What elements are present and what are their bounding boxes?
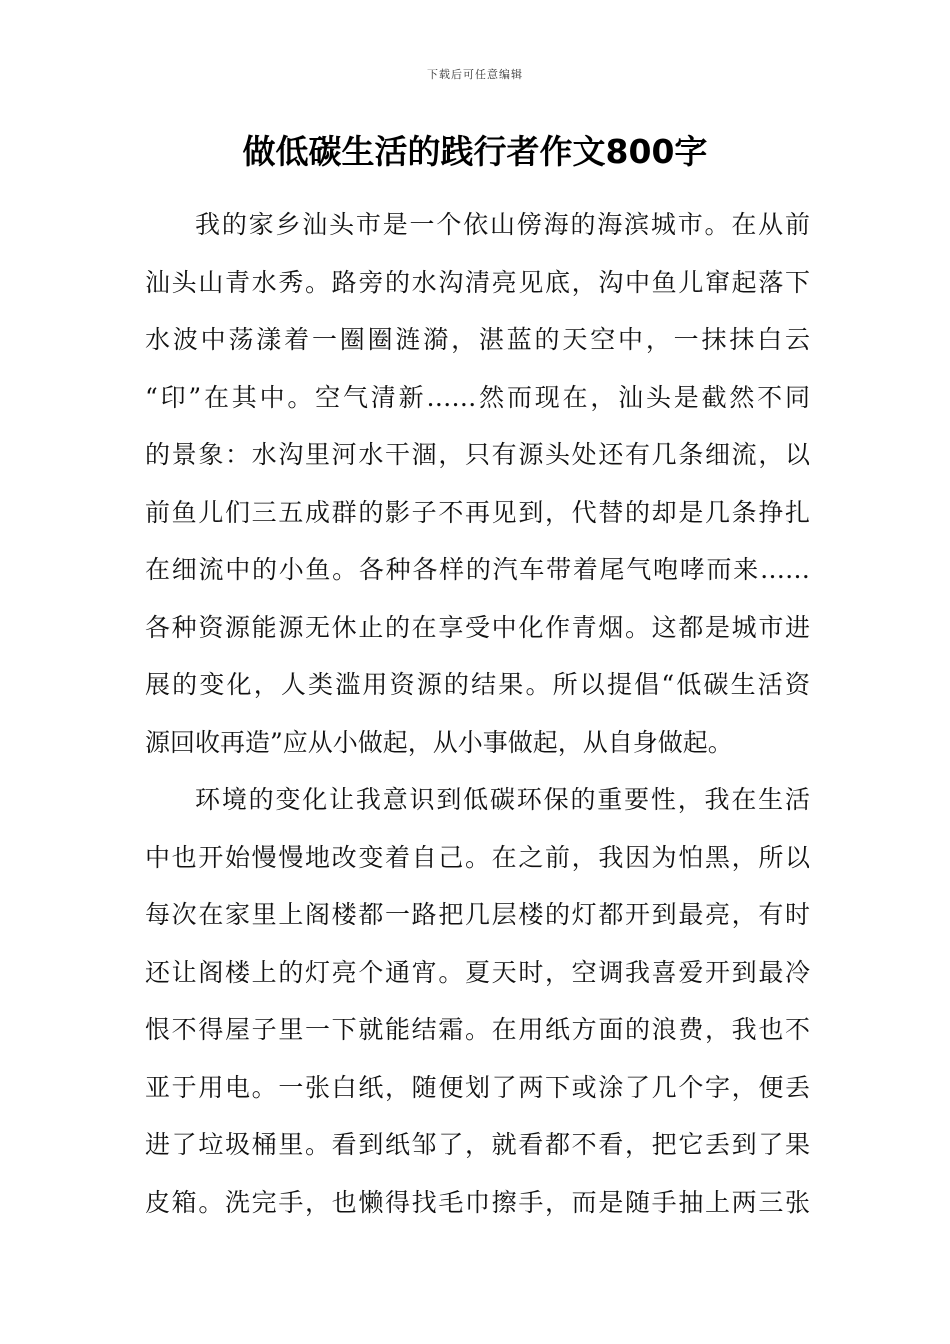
text-line: 我的家乡汕头市是一个依山傍海的海滨城市。在从前	[195, 210, 810, 239]
text-line: 展的变化，人类滥用资源的结果。所以提倡“低碳生活资	[145, 670, 810, 699]
text-line: 恨不得屋子里一下就能结霜。在用纸方面的浪费，我也不	[145, 1015, 810, 1044]
text-line: 进了垃圾桶里。看到纸邹了，就看都不看，把它丢到了果	[145, 1130, 810, 1159]
text-line: 汕头山青水秀。路旁的水沟清亮见底，沟中鱼儿窜起落下	[145, 267, 810, 297]
document-body	[145, 196, 810, 1231]
paragraph-1	[145, 196, 810, 771]
text-line: 前鱼儿们三五成群的影子不再见到，代替的却是几条挣扎	[145, 497, 810, 527]
text-line: 还让阁楼上的灯亮个通宵。夏天时，空调我喜爱开到最冷	[145, 957, 810, 987]
text-line: 皮箱。洗完手，也懒得找毛巾擦手，而是随手抽上两三张	[145, 1187, 810, 1217]
paragraph-2	[145, 771, 810, 1231]
page-header-note: 下载后可任意编辑	[427, 68, 523, 81]
text-line: “印”在其中。空气清新……然而现在，汕头是截然不同	[145, 382, 810, 412]
text-line: 源回收再造”应从小做起，从小事做起，从自身做起。	[145, 727, 733, 757]
text-line: 环境的变化让我意识到低碳环保的重要性，我在生活	[195, 785, 810, 814]
text-line: 亚于用电。一张白纸，随便划了两下或涂了几个字，便丢	[145, 1072, 810, 1102]
text-line: 中也开始慢慢地改变着自己。在之前，我因为怕黑，所以	[145, 842, 810, 872]
text-line: 水波中荡漾着一圈圈涟漪，湛蓝的天空中，一抹抹白云	[145, 325, 810, 354]
text-line: 的景象：水沟里河水干涸，只有源头处还有几条细流，以	[145, 440, 810, 469]
text-line: 在细流中的小鱼。各种各样的汽车带着尾气咆哮而来……	[145, 555, 810, 584]
text-line: 各种资源能源无休止的在享受中化作青烟。这都是城市进	[145, 612, 810, 642]
document-title: 做低碳生活的践行者作文800字	[242, 132, 708, 171]
text-line: 每次在家里上阁楼都一路把几层楼的灯都开到最亮，有时	[145, 900, 810, 929]
